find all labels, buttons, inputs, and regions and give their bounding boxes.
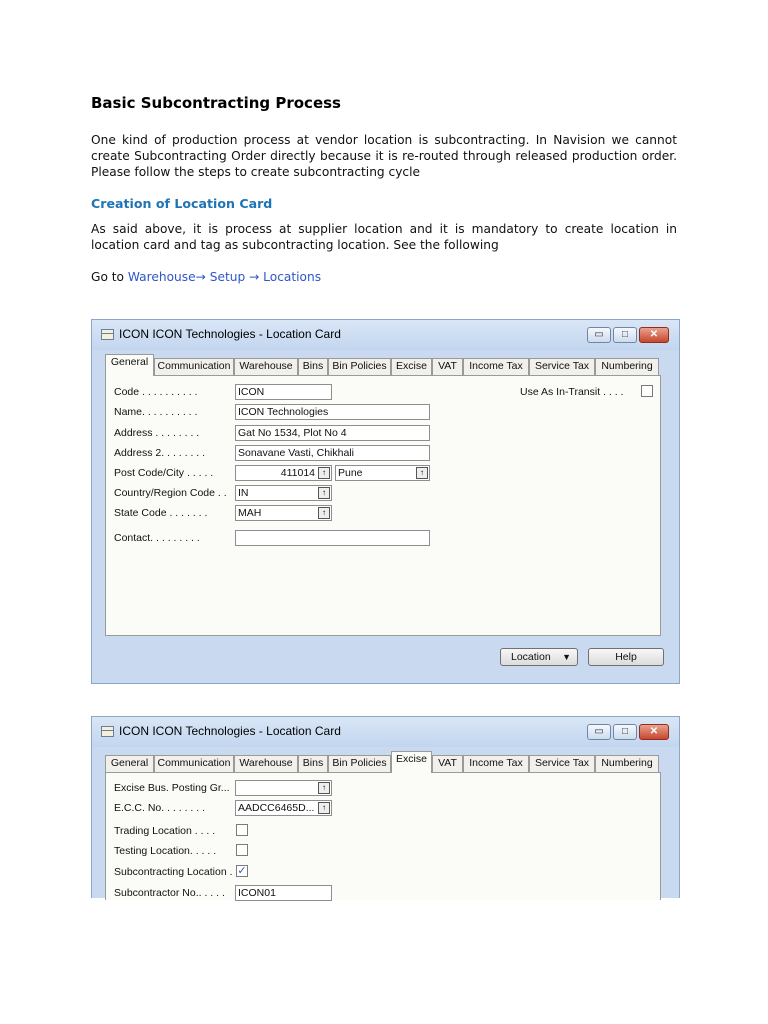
section-heading: Creation of Location Card [91,196,273,211]
ecc-no-value: AADCC6465D... [238,802,315,814]
navigation-path [91,270,321,284]
close-button[interactable] [639,724,669,740]
tab-excise[interactable]: Excise [391,751,432,773]
tab-communication[interactable]: Communication [154,755,234,772]
tab-bin-policies[interactable]: Bin Policies [328,755,391,772]
code-field[interactable]: ICON [235,384,332,400]
general-panel [105,375,661,636]
post-code-value: 411014 [280,467,315,479]
post-code-label: Post Code/City . . . . . [114,467,214,479]
close-icon: ✕ [649,726,659,737]
tab-service-tax[interactable]: Service Tax [529,358,595,375]
goto-setup-link: Setup [209,270,246,284]
country-value: IN [238,487,249,499]
title-bar [92,320,679,350]
tab-numbering[interactable]: Numbering [595,755,659,772]
tab-general[interactable]: General [105,755,154,772]
address-label: Address . . . . . . . . [114,427,200,439]
trading-location-checkbox[interactable] [236,824,248,836]
tab-warehouse[interactable]: Warehouse [234,755,298,772]
dropdown-arrow-icon: ▼ [562,652,571,662]
maximize-button[interactable] [613,327,637,343]
code-label: Code . . . . . . . . . . [114,386,198,398]
table-icon [101,726,114,737]
tab-bin-policies[interactable]: Bin Policies [328,358,391,375]
subcontractor-no-field[interactable]: ICON01 [235,885,332,901]
maximize-icon: □ [621,726,629,737]
city-field[interactable] [335,465,430,481]
lookup-arrow-icon[interactable]: ↑ [318,802,330,814]
close-button[interactable] [639,327,669,343]
goto-locations-link: Locations [263,270,322,284]
contact-field[interactable] [235,530,430,546]
address2-field[interactable]: Sonavane Vasti, Chikhali [235,445,430,461]
country-field[interactable] [235,485,332,501]
ecc-no-label: E.C.C. No. . . . . . . . [114,802,206,814]
lookup-arrow-icon[interactable]: ↑ [318,467,330,479]
minimize-icon: ▭ [594,726,604,737]
location-card-window-excise [91,716,680,898]
window-title: ICON ICON Technologies - Location Card [119,327,341,341]
name-field[interactable]: ICON Technologies [235,404,430,420]
tab-general[interactable]: General [105,354,154,376]
maximize-icon: □ [621,329,629,340]
table-icon [101,329,114,340]
title-bar [92,717,679,747]
country-label: Country/Region Code . . [114,487,227,499]
subcontractor-no-label: Subcontractor No.. . . . . [114,887,225,899]
post-code-field[interactable] [235,465,332,481]
subcontracting-location-checkbox[interactable] [236,865,248,877]
contact-label: Contact. . . . . . . . . [114,532,200,544]
subcontracting-location-label: Subcontracting Location . [114,866,233,878]
section-paragraph: As said above, it is process at supplier location and it is mandatory to create location in location card and tag as subcontracting location. See the following [91,222,677,252]
testing-location-label: Testing Location. . . . . [114,845,217,857]
tab-service-tax[interactable]: Service Tax [529,755,595,772]
check-icon: ✓ [237,865,247,877]
testing-location-checkbox[interactable] [236,844,248,856]
page-heading: Basic Subcontracting Process [91,94,341,112]
state-field[interactable] [235,505,332,521]
minimize-icon: ▭ [594,329,604,340]
lookup-arrow-icon[interactable]: ↑ [416,467,428,479]
help-button[interactable]: Help [588,648,664,666]
lookup-arrow-icon[interactable]: ↑ [318,487,330,499]
address2-label: Address 2. . . . . . . . [114,447,206,459]
arrow-icon: → [249,270,260,284]
ecc-no-field[interactable] [235,800,332,816]
tab-numbering[interactable]: Numbering [595,358,659,375]
tab-bins[interactable]: Bins [298,358,328,375]
in-transit-label: Use As In-Transit . . . . [520,386,624,398]
tab-bins[interactable]: Bins [298,755,328,772]
lookup-arrow-icon[interactable]: ↑ [318,507,330,519]
minimize-button[interactable] [587,327,611,343]
excise-posting-group-label: Excise Bus. Posting Gr... [114,782,230,794]
tab-excise[interactable]: Excise [391,358,432,375]
window-title: ICON ICON Technologies - Location Card [119,724,341,738]
arrow-icon: → [195,270,206,284]
tab-income-tax[interactable]: Income Tax [463,755,529,772]
maximize-button[interactable] [613,724,637,740]
address-field[interactable]: Gat No 1534, Plot No 4 [235,425,430,441]
location-card-window-general [91,319,680,684]
intro-paragraph: One kind of production process at vendor location is subcontracting. In Navision we cannot create Subcontracting Order directly because it is re-routed through released production order. Please follow the steps to create subcontracting cycle [91,133,677,179]
goto-warehouse-link: Warehouse [127,270,196,284]
excise-panel [105,772,661,900]
in-transit-checkbox[interactable] [641,385,653,397]
excise-posting-group-field[interactable] [235,780,332,796]
state-value: MAH [238,507,262,519]
trading-location-label: Trading Location . . . . [114,825,216,837]
goto-prefix: Go to [91,270,128,284]
minimize-button[interactable] [587,724,611,740]
state-label: State Code . . . . . . . [114,507,208,519]
city-value: Pune [338,467,363,479]
tab-vat[interactable]: VAT [432,755,463,772]
tab-communication[interactable]: Communication [154,358,234,375]
location-button-label: Location [511,651,551,663]
location-menu-button[interactable] [500,648,578,666]
lookup-arrow-icon[interactable]: ↑ [318,782,330,794]
tab-vat[interactable]: VAT [432,358,463,375]
name-label: Name. . . . . . . . . . [114,406,198,418]
close-icon: ✕ [649,329,659,340]
tab-warehouse[interactable]: Warehouse [234,358,298,375]
tab-income-tax[interactable]: Income Tax [463,358,529,375]
